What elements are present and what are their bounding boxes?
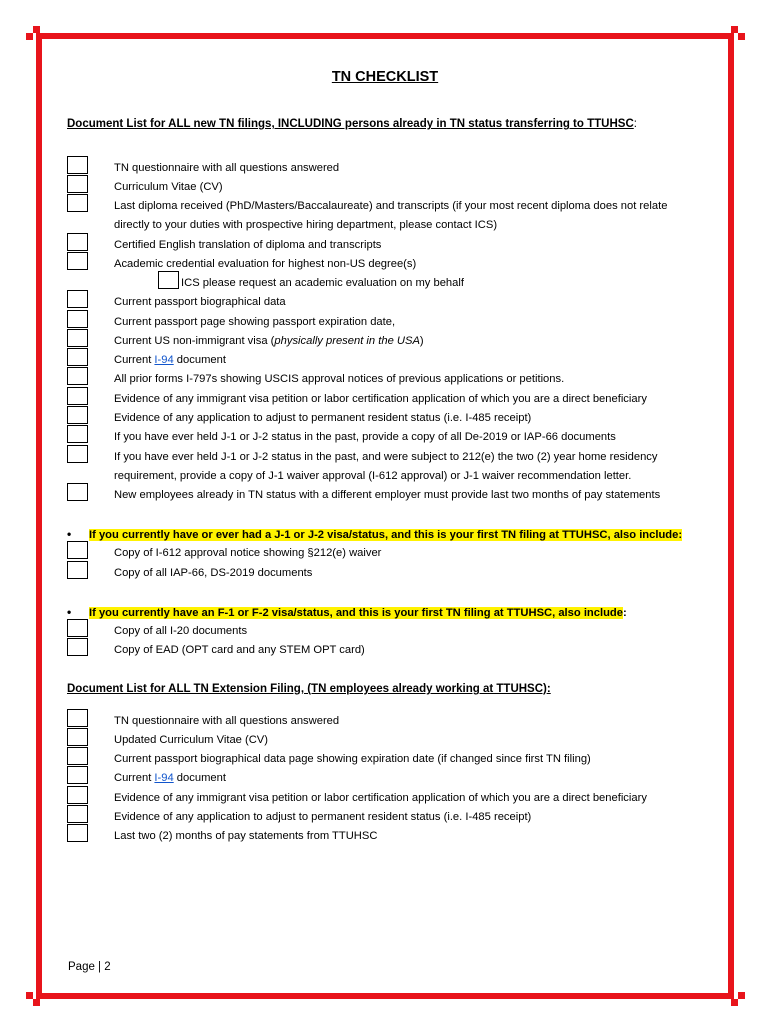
checkbox-us-visa[interactable] [67,329,88,347]
checkbox-ext-pay-statements[interactable] [67,824,88,842]
list-item: Evidence of any immigrant visa petition or labor certification application of which you are a direct beneficiary [114,393,647,405]
checkbox-immigrant-petition[interactable] [67,387,88,405]
checkbox-ext-passport[interactable] [67,747,88,765]
list-item: Copy of all IAP-66, DS-2019 documents [114,567,313,579]
checkbox-ics-evaluation[interactable] [158,271,179,289]
list-item: Evidence of any immigrant visa petition or labor certification application of which you are a direct beneficiary [114,792,647,804]
section1-heading-text: Document List for ALL new TN filings, INCLUDING persons already in TN status transferring to TTUHSC [67,118,634,130]
checkbox-pay-statements[interactable] [67,483,88,501]
list-item: Certified English translation of diploma and transcripts [114,239,382,251]
ext-i94-text-end: document [173,772,226,784]
list-item: New employees already in TN status with a different employer must provide last two months of pay statements [114,489,661,501]
list-item: Current passport biographical data page showing expiration date (if changed since first TN filing) [114,753,591,765]
list-item: Current passport page showing passport expiration date, [114,316,396,328]
bullet-icon: • [67,605,72,619]
f1-note-suffix: : [623,607,627,619]
list-item: If you have ever held J-1 or J-2 status in the past, provide a copy of all De-2019 or IAP-66 documents [114,431,616,443]
checkbox-ext-i94[interactable] [67,766,88,784]
i94-link[interactable]: I-94 [154,354,174,366]
section1-heading-suffix: : [633,118,637,130]
list-item [114,353,226,367]
f1-note-text: If you currently have an F-1 or F-2 visa/status, and this is your first TN filing at TTUHSC, also include [89,607,623,619]
list-item: Copy of I-612 approval notice showing §212(e) waiver [114,547,382,559]
ext-i94-text-start: Current [114,772,155,784]
list-item-continuation: directly to your duties with prospective hiring department, please contact ICS) [114,219,498,231]
checkbox-i797[interactable] [67,367,88,385]
list-item: Evidence of any application to adjust to permanent resident status (i.e. I-485 receipt) [114,811,532,823]
j1-note [67,527,682,541]
checkbox-212e[interactable] [67,445,88,463]
list-item: TN questionnaire with all questions answered [114,162,340,174]
list-item: TN questionnaire with all questions answered [114,715,340,727]
j1-note-text: If you currently have or ever had a J-1 or J-2 visa/status, and this is your first TN filing at TTUHSC, also include: [89,529,683,541]
checkbox-ext-immigrant-petition[interactable] [67,786,88,804]
bullet-icon: • [67,527,72,541]
list-item: Last diploma received (PhD/Masters/Baccalaureate) and transcripts (if your most recent diploma does not relate [114,200,668,212]
f1-note [67,605,627,619]
checkbox-credential-evaluation[interactable] [67,252,88,270]
list-item [114,334,424,348]
list-item: Copy of all I-20 documents [114,625,248,637]
list-item: Updated Curriculum Vitae (CV) [114,734,268,746]
checkbox-translation[interactable] [67,233,88,251]
list-item [114,771,226,785]
list-item: Evidence of any application to adjust to permanent resident status (i.e. I-485 receipt) [114,412,532,424]
checkbox-i94[interactable] [67,348,88,366]
list-item: Last two (2) months of pay statements from TTUHSC [114,830,378,842]
section1-heading [67,118,637,130]
checkbox-ext-cv[interactable] [67,728,88,746]
section2-heading [67,683,551,695]
list-item: If you have ever held J-1 or J-2 status in the past, and were subject to 212(e) the two (2) year home residency [114,451,658,463]
list-item: Academic credential evaluation for highest non-US degree(s) [114,258,417,270]
checkbox-passport-expiration[interactable] [67,310,88,328]
checkbox-i612[interactable] [67,541,88,559]
checkbox-ext-questionnaire[interactable] [67,709,88,727]
checkbox-passport-bio[interactable] [67,290,88,308]
page-title: TN CHECKLIST [331,69,439,85]
visa-text-start: Current US non-immigrant visa ( [114,335,275,347]
list-item: Copy of EAD (OPT card and any STEM OPT card) [114,644,365,656]
checkbox-ead[interactable] [67,638,88,656]
visa-text-end: ) [419,335,424,347]
list-item-continuation: requirement, provide a copy of J-1 waiver approval (I-612 approval) or J-1 waiver recommendation letter. [114,470,632,482]
checkbox-cv[interactable] [67,175,88,193]
checkbox-iap66[interactable] [67,561,88,579]
section2-heading-text: Document List for ALL TN Extension Filing, (TN employees already working at TTUHSC) [67,683,547,695]
list-item: Curriculum Vitae (CV) [114,181,223,193]
i94-text-start: Current [114,354,155,366]
list-subitem: ICS please request an academic evaluation on my behalf [181,277,464,289]
checkbox-ext-i485[interactable] [67,805,88,823]
checkbox-i20[interactable] [67,619,88,637]
section2-heading-suffix: : [546,683,551,695]
ext-i94-link[interactable]: I-94 [154,772,174,784]
checkbox-j1-docs[interactable] [67,425,88,443]
page-number: Page | 2 [68,961,111,973]
list-item: Current passport biographical data [114,296,286,308]
checkbox-i485[interactable] [67,406,88,424]
i94-text-end: document [173,354,226,366]
visa-text-italic: physically present in the USA [274,335,420,347]
list-item: All prior forms I-797s showing USCIS approval notices of previous applications or petitions. [114,373,565,385]
checkbox-diploma[interactable] [67,194,88,212]
checkbox-tn-questionnaire[interactable] [67,156,88,174]
